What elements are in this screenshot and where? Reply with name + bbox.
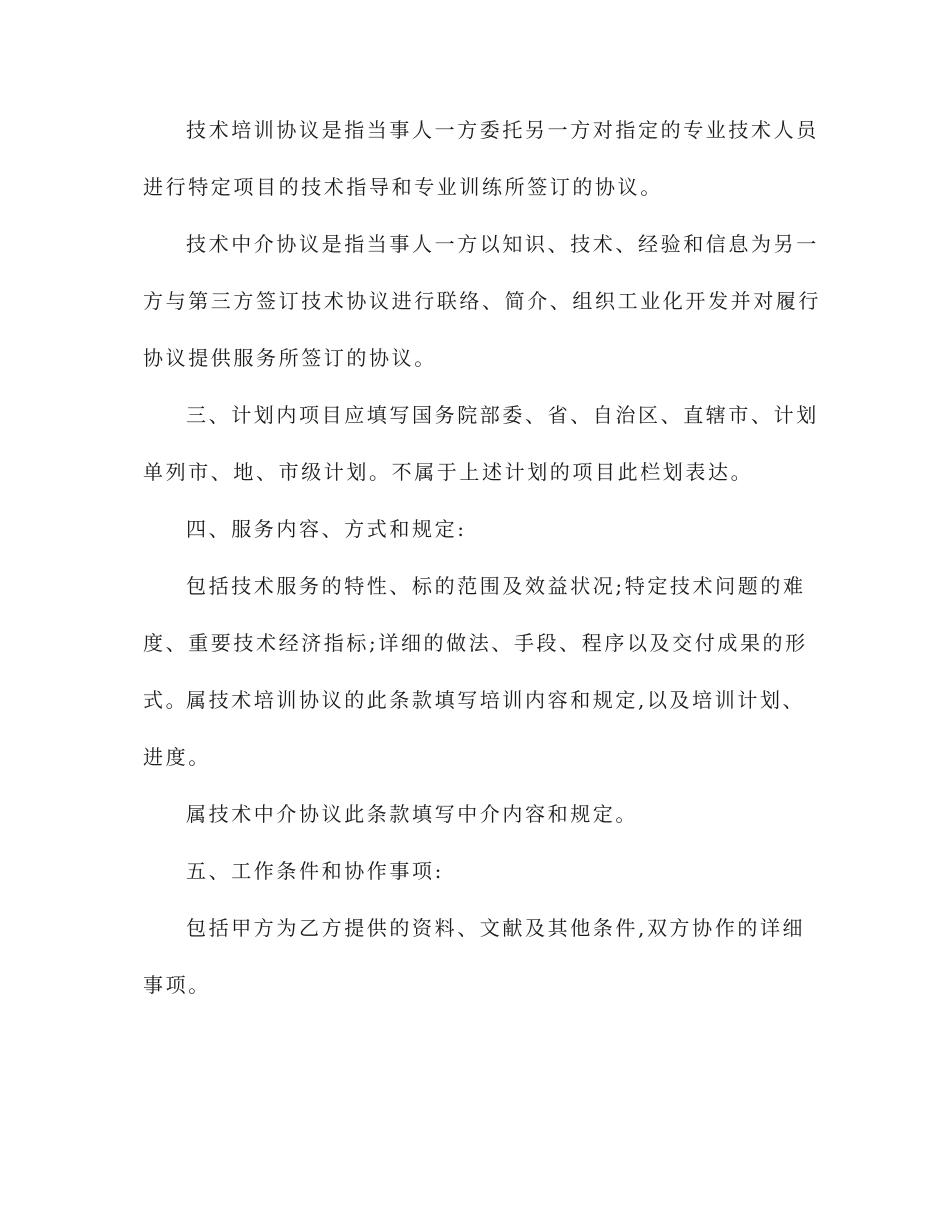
paragraph-intermediary-agreement-clause: 属技术中介协议此条款填写中介内容和规定。 — [186, 802, 638, 826]
heading-section-five-working-conditions: 五、工作条件和协作事项: — [186, 859, 444, 883]
paragraph-service-content-details: 包括技术服务的特性、标的范围及效益状况;特定技术问题的难度、重要技术经济指标;详细的做法、手段、程序以及交付成果的形式。 — [143, 574, 808, 712]
paragraph-training-agreement-clause: 属技术培训协议的此条款填写培训内容和规定,以及培训计划、进度。 — [143, 688, 806, 769]
paragraph-technical-intermediary-definition: 技术中介协议是指当事人一方以知识、技术、经验和信息为另一方与第三方签订技术协议进行联络、简介、组织工业化开发并对履行协议提供服务所签订的协议。 — [143, 232, 821, 370]
paragraph-technical-training-definition: 技术培训协议是指当事人一方委托另一方对指定的专业技术人员进行特定项目的技术指导和专业训练所签订的协议。 — [143, 118, 819, 199]
paragraph-section-three-plan-projects: 三、计划内项目应填写国务院部委、省、自治区、直辖市、计划单列市、地、市级计划。不属于上述计划的项目此栏划表达。 — [143, 403, 819, 484]
heading-section-four-service-content: 四、服务内容、方式和规定: — [186, 517, 467, 541]
paragraph-working-conditions-details: 包括甲方为乙方提供的资料、文献及其他条件,双方协作的详细事项。 — [143, 916, 806, 997]
